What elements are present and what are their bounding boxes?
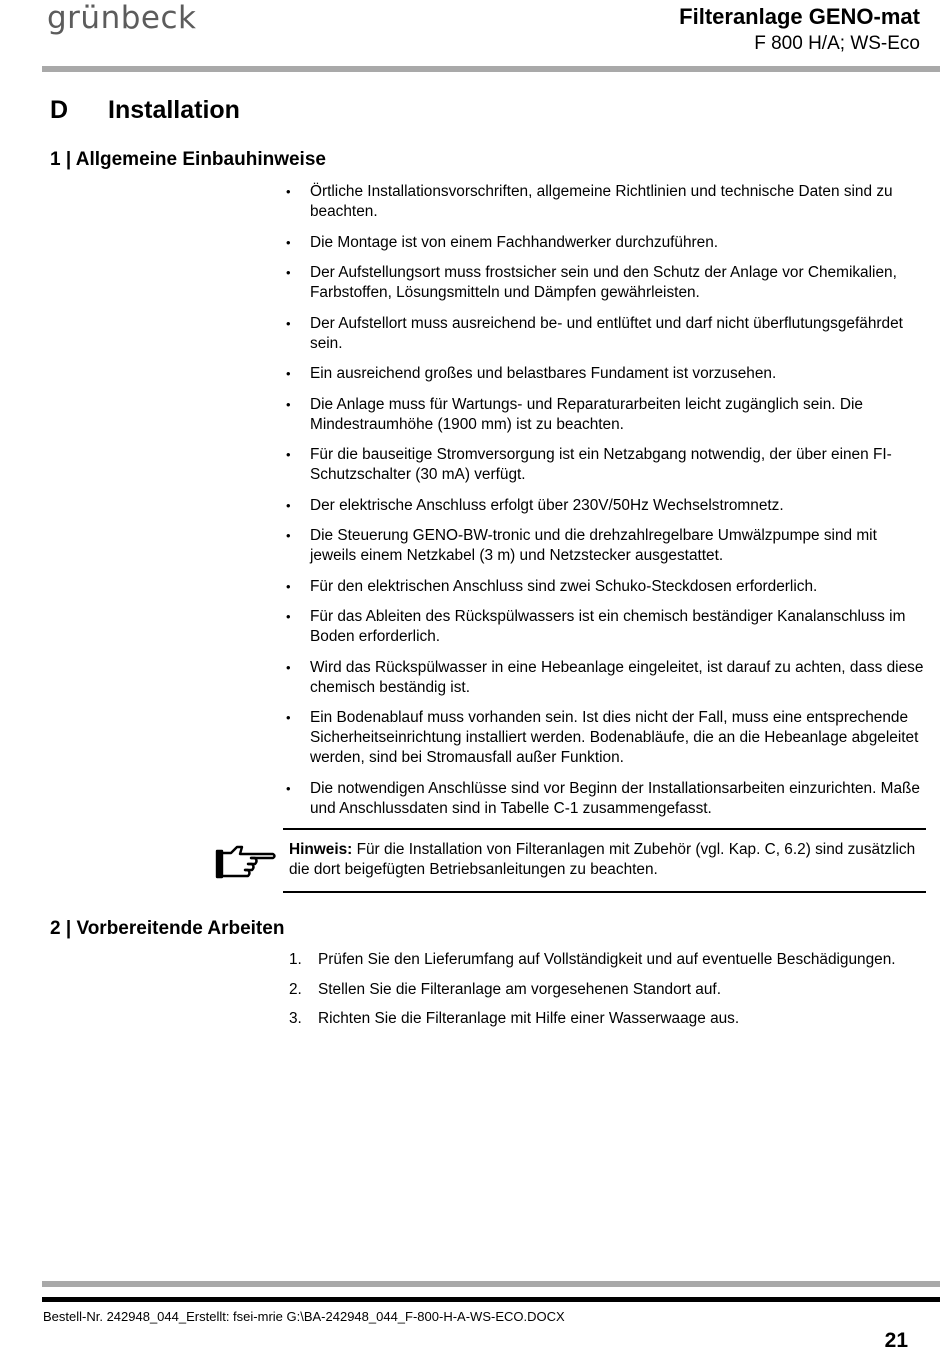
list-item-text: Ein Bodenablauf muss vorhanden sein. Ist dies nicht der Fall, muss eine entsprechende Sicherheitseinrichtung installiert werden. Bodenabläufe, die an die Hebeanlage abgeleitet werden, sind bei Stromausfall außer Funktion. [310, 709, 919, 766]
note-text: Für die Installation von Filteranlagen mit Zubehör (vgl. Kap. C, 6.2) sind zusätzlich die dort beigefügten Betriebsanleitungen zu beachten. [289, 841, 916, 878]
chapter-heading [50, 92, 240, 128]
list-item [284, 395, 924, 435]
bullet-icon: • [286, 578, 291, 594]
bullet-icon: • [286, 234, 291, 250]
footer-rule-grey [42, 1281, 940, 1287]
document-title: Filteranlage GENO-mat [679, 4, 920, 29]
list-item-text: Ein ausreichend großes und belastbares Fundament ist vorzusehen. [310, 365, 777, 382]
preparation-steps-list [289, 950, 919, 1039]
bullet-icon: • [286, 265, 291, 280]
note-top-rule [283, 828, 926, 830]
list-item [284, 314, 924, 354]
list-item [284, 708, 924, 768]
list-item-text: Der Aufstellungsort muss frostsicher sein und den Schutz der Anlage vor Chemikalien, Farbstoffen, Lösungsmitteln und Dämpfen gewährleisten. [310, 264, 897, 301]
list-item [289, 950, 919, 970]
list-item-text: Örtliche Installationsvorschriften, allgemeine Richtlinien und technische Daten sind zu beachten. [310, 183, 893, 220]
step-text: Stellen Sie die Filteranlage am vorgesehenen Standort auf. [318, 980, 721, 998]
bullet-icon: • [286, 609, 291, 624]
list-item [284, 263, 924, 303]
bullet-icon: • [286, 184, 291, 199]
list-item [289, 1009, 919, 1029]
section-heading-preparation: 2 | Vorbereitende Arbeiten [50, 918, 285, 939]
step-text: Richten Sie die Filteranlage mit Hilfe einer Wasserwaage aus. [318, 1010, 740, 1027]
header-rule [42, 66, 940, 72]
note [289, 840, 919, 880]
bullet-icon: • [286, 315, 291, 331]
chapter-title: Installation [108, 96, 240, 124]
bullet-icon: • [286, 710, 291, 725]
list-item-text: Der Aufstellort muss ausreichend be- und entlüftet und darf nicht überflutungsgefährdet sein. [310, 314, 903, 352]
list-item [289, 980, 919, 1000]
list-item-text: Für das Ableiten des Rückspülwassers ist ein chemisch beständiger Kanalanschluss im Boden erforderlich. [310, 608, 906, 645]
page-number: 21 [884, 1329, 908, 1352]
list-item [284, 577, 924, 597]
list-item [284, 607, 924, 647]
bullet-icon: • [286, 396, 291, 412]
step-number: 1. [289, 951, 302, 968]
list-item-text: Die Anlage muss für Wartungs- und Reparaturarbeiten leicht zugänglich sein. Die Mindestraumhöhe (1900 mm) ist zu beachten. [310, 395, 863, 433]
bullet-icon: • [286, 447, 291, 462]
note-bottom-rule [283, 891, 926, 893]
installation-bullet-list [284, 182, 924, 829]
step-text: Prüfen Sie den Lieferumfang auf Vollständigkeit und auf eventuelle Beschädigungen. [318, 951, 896, 968]
bullet-icon: • [286, 366, 291, 381]
list-item [284, 658, 924, 698]
list-item [284, 445, 924, 485]
footer-rule-black [42, 1297, 940, 1302]
list-item-text: Die Montage ist von einem Fachhandwerker durchzuführen. [310, 233, 719, 251]
list-item [284, 779, 924, 819]
document-subtitle: F 800 H/A; WS-Eco [754, 33, 920, 54]
logo: grünbeck [47, 0, 197, 36]
list-item-text: Für den elektrischen Anschluss sind zwei Schuko-Steckdosen erforderlich. [310, 577, 818, 595]
list-item-text: Der elektrische Anschluss erfolgt über 230V/50Hz Wechselstromnetz. [310, 496, 784, 514]
list-item-text: Für die bauseitige Stromversorgung ist ein Netzabgang notwendig, der über einen FI-Schutzschalter (30 mA) verfügt. [310, 446, 892, 483]
chapter-letter: D [50, 96, 69, 124]
pointing-hand-icon [215, 842, 277, 880]
section-heading-general: 1 | Allgemeine Einbauhinweise [50, 149, 326, 170]
bullet-icon: • [286, 497, 291, 513]
list-item [284, 496, 924, 516]
footer-order-info: Bestell-Nr. 242948_044_Erstellt: fsei-mrie G:\BA-242948_044_F-800-H-A-WS-ECO.DOCX [43, 1309, 565, 1324]
step-number: 2. [289, 980, 302, 998]
list-item-text: Die Steuerung GENO-BW-tronic und die drehzahlregelbare Umwälzpumpe sind mit jeweils einem Netzkabel (3 m) und Netzstecker ausgestattet. [310, 527, 877, 564]
list-item-text: Wird das Rückspülwasser in eine Hebeanlage eingeleitet, ist darauf zu achten, dass diese chemisch beständig ist. [310, 658, 924, 696]
list-item-text: Die notwendigen Anschlüsse sind vor Beginn der Installationsarbeiten einzurichten. Maße und Anschlussdaten sind in Tabelle C-1 zusammengefasst. [310, 779, 920, 817]
bullet-icon: • [286, 528, 291, 543]
list-item [284, 526, 924, 566]
list-item [284, 182, 924, 222]
list-item [284, 233, 924, 253]
bullet-icon: • [286, 780, 291, 796]
note-label: Hinweis: [289, 841, 353, 858]
list-item [284, 364, 924, 384]
bullet-icon: • [286, 659, 291, 675]
step-number: 3. [289, 1010, 302, 1027]
